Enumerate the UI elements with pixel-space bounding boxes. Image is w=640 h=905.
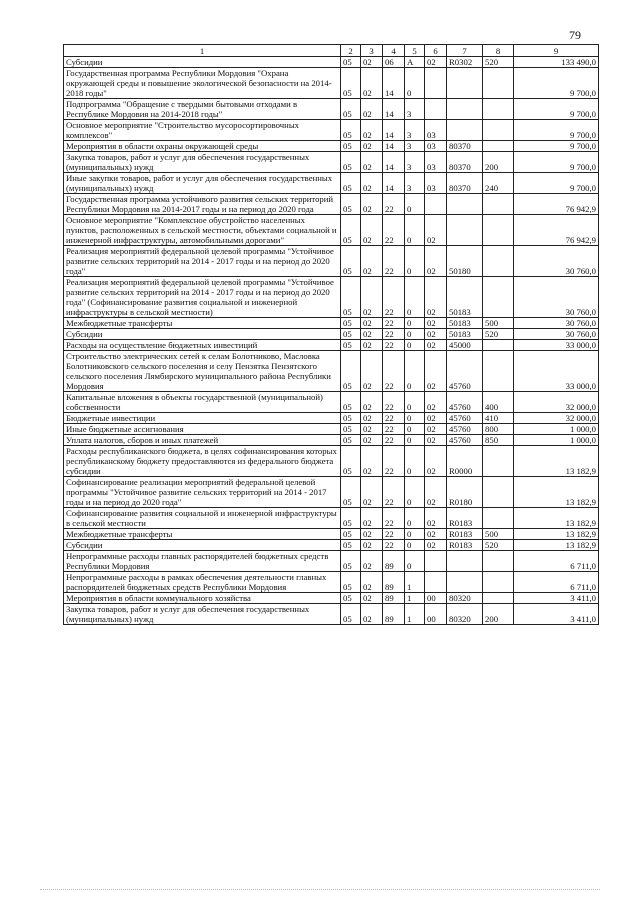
row-code-cell: 0 [405,424,425,435]
row-code-cell: 05 [341,340,361,351]
table-row [64,194,599,215]
row-code-cell: 45760 [447,435,483,446]
table-row [64,351,599,392]
row-code-cell: 02 [425,392,447,413]
row-code-cell: 05 [341,194,361,215]
row-code-cell: 02 [361,604,383,625]
row-code-cell: 05 [341,551,361,572]
row-code-cell: 0 [405,351,425,392]
row-code-cell: 05 [341,424,361,435]
row-code-cell: 02 [361,152,383,173]
table-row [64,424,599,435]
row-code-cell: 06 [383,57,405,68]
row-code-cell: 02 [425,340,447,351]
row-code-cell: 02 [361,246,383,277]
row-code-cell: 500 [483,529,514,540]
row-code-cell: 02 [425,413,447,424]
row-code-cell: 22 [383,529,405,540]
row-amount-cell: 13 182,9 [514,477,599,508]
row-code-cell: 22 [383,413,405,424]
row-code-cell: 89 [383,551,405,572]
row-code-cell: 00 [425,593,447,604]
row-code-cell: 22 [383,392,405,413]
row-code-cell [447,572,483,593]
header-cell: 9 [514,45,599,57]
row-code-cell: 02 [425,424,447,435]
row-code-cell: 22 [383,246,405,277]
row-code-cell: 02 [361,413,383,424]
row-code-cell: 0 [405,246,425,277]
header-cell: 2 [341,45,361,57]
row-code-cell: 1 [405,593,425,604]
row-code-cell: 0 [405,477,425,508]
row-code-cell: 22 [383,424,405,435]
row-name-cell: Субсидии [64,540,341,551]
row-amount-cell: 133 490,0 [514,57,599,68]
row-name-cell: Расходы республиканского бюджета, в целях софинансирования которых республиканскому бюджету предоставляются из федерального бюджета субсидии [64,446,341,477]
row-code-cell: 0 [405,435,425,446]
row-code-cell: 22 [383,215,405,246]
row-code-cell: 02 [361,424,383,435]
header-cell: 4 [383,45,405,57]
row-name-cell: Государственная программа Республики Мордовия "Охрана окружающей среды и повышение экологической безопасности на 2014-2018 годы" [64,68,341,99]
row-code-cell: 0 [405,392,425,413]
row-code-cell [483,340,514,351]
row-code-cell: 520 [483,540,514,551]
row-code-cell: 02 [361,68,383,99]
header-cell: 7 [447,45,483,57]
row-code-cell: 0 [405,194,425,215]
row-code-cell: 0 [405,551,425,572]
row-code-cell [447,99,483,120]
row-code-cell: 500 [483,318,514,329]
row-code-cell: 14 [383,99,405,120]
row-code-cell: 02 [361,508,383,529]
row-code-cell: 02 [425,508,447,529]
row-code-cell: 22 [383,318,405,329]
row-code-cell: 80320 [447,593,483,604]
row-code-cell: 0 [405,508,425,529]
row-code-cell: 45760 [447,413,483,424]
row-amount-cell: 13 182,9 [514,529,599,540]
row-amount-cell: 1 000,0 [514,424,599,435]
table-row [64,340,599,351]
table-row [64,540,599,551]
row-code-cell: 02 [425,529,447,540]
row-code-cell: 80370 [447,152,483,173]
row-code-cell: 02 [361,477,383,508]
row-code-cell: 14 [383,173,405,194]
row-code-cell: А [405,57,425,68]
row-code-cell: 400 [483,392,514,413]
page-number: 79 [569,28,581,42]
row-code-cell: 05 [341,351,361,392]
row-code-cell: 05 [341,477,361,508]
row-amount-cell: 30 760,0 [514,277,599,318]
row-name-cell: Межбюджетные трансферты [64,529,341,540]
row-code-cell: R0183 [447,529,483,540]
row-code-cell: 05 [341,57,361,68]
row-code-cell: 50183 [447,329,483,340]
table-row [64,508,599,529]
table-row [64,446,599,477]
row-code-cell: 45760 [447,424,483,435]
row-code-cell: 02 [361,215,383,246]
row-code-cell: 03 [425,120,447,141]
row-amount-cell: 9 700,0 [514,152,599,173]
row-code-cell: 50183 [447,318,483,329]
row-name-cell: Реализация мероприятий федеральной целевой программы "Устойчивое развитие сельских территорий на 2014 - 2017 годы и на период до 2020 года" (Софинансирование развития социальной и инженерной инфраструктуры в сельской местности) [64,277,341,318]
row-name-cell: Закупка товаров, работ и услуг для обеспечения государственных (муниципальных) нужд [64,604,341,625]
row-amount-cell: 9 700,0 [514,99,599,120]
row-code-cell: R0302 [447,57,483,68]
row-code-cell: 1 [405,572,425,593]
row-code-cell [483,277,514,318]
row-code-cell: 03 [425,173,447,194]
header-cell: 3 [361,45,383,57]
row-code-cell [447,551,483,572]
row-code-cell: 05 [341,246,361,277]
table-row [64,572,599,593]
row-name-cell: Подпрограмма "Обращение с твердыми бытовыми отходами в Республике Мордовия на 2014-2018 годы" [64,99,341,120]
row-name-cell: Иные бюджетные ассигнования [64,424,341,435]
table-row [64,99,599,120]
row-code-cell: 03 [425,141,447,152]
row-code-cell: 0 [405,68,425,99]
table-row [64,120,599,141]
row-code-cell: 240 [483,173,514,194]
row-code-cell: 00 [425,604,447,625]
row-code-cell: 02 [425,318,447,329]
row-code-cell: 80370 [447,141,483,152]
row-code-cell: 0 [405,277,425,318]
row-code-cell [483,194,514,215]
row-code-cell: 200 [483,604,514,625]
row-code-cell: 22 [383,540,405,551]
row-code-cell: 50183 [447,277,483,318]
row-code-cell: 02 [425,57,447,68]
row-amount-cell: 32 000,0 [514,392,599,413]
table-row [64,68,599,99]
row-amount-cell: 13 182,9 [514,508,599,529]
row-amount-cell: 3 411,0 [514,604,599,625]
row-code-cell [447,194,483,215]
row-name-cell: Мероприятия в области охраны окружающей среды [64,141,341,152]
table-row [64,215,599,246]
row-code-cell: 02 [361,141,383,152]
header-cell: 5 [405,45,425,57]
row-code-cell: 22 [383,351,405,392]
row-code-cell: 22 [383,446,405,477]
row-code-cell: 89 [383,593,405,604]
row-code-cell: R0180 [447,477,483,508]
row-code-cell: 05 [341,435,361,446]
row-code-cell: 14 [383,120,405,141]
row-code-cell: 14 [383,152,405,173]
row-code-cell: 3 [405,141,425,152]
row-code-cell: 22 [383,277,405,318]
row-name-cell: Уплата налогов, сборов и иных платежей [64,435,341,446]
row-amount-cell: 3 411,0 [514,593,599,604]
row-code-cell: 520 [483,57,514,68]
row-amount-cell: 1 000,0 [514,435,599,446]
row-code-cell: R0000 [447,446,483,477]
row-code-cell: 0 [405,215,425,246]
row-code-cell: 05 [341,392,361,413]
row-amount-cell: 6 711,0 [514,572,599,593]
row-code-cell: 22 [383,340,405,351]
row-code-cell: R0183 [447,508,483,529]
row-code-cell: 02 [425,351,447,392]
row-code-cell: 3 [405,173,425,194]
row-code-cell: 22 [383,194,405,215]
row-name-cell: Капитальные вложения в объекты государственной (муниципальной) собственности [64,392,341,413]
row-amount-cell: 76 942,9 [514,215,599,246]
row-code-cell: 05 [341,593,361,604]
row-code-cell: 05 [341,604,361,625]
row-code-cell: 22 [383,477,405,508]
row-amount-cell: 13 182,9 [514,446,599,477]
row-code-cell: 02 [361,446,383,477]
row-code-cell: 05 [341,152,361,173]
row-amount-cell: 32 000,0 [514,413,599,424]
header-cell: 6 [425,45,447,57]
row-code-cell: 1 [405,604,425,625]
row-code-cell: 89 [383,604,405,625]
row-code-cell: 02 [361,277,383,318]
row-code-cell: 3 [405,120,425,141]
row-code-cell [425,194,447,215]
row-amount-cell: 30 760,0 [514,246,599,277]
row-code-cell: 05 [341,68,361,99]
row-code-cell: 02 [361,392,383,413]
row-code-cell: 02 [361,173,383,194]
row-code-cell: 800 [483,424,514,435]
row-code-cell [425,572,447,593]
row-code-cell: 0 [405,529,425,540]
row-code-cell [483,508,514,529]
row-code-cell [425,68,447,99]
table-row [64,529,599,540]
row-code-cell: 850 [483,435,514,446]
row-code-cell: 05 [341,318,361,329]
row-code-cell: 05 [341,329,361,340]
table-row [64,246,599,277]
row-code-cell: 14 [383,141,405,152]
row-name-cell: Закупка товаров, работ и услуг для обеспечения государственных (муниципальных) нужд [64,152,341,173]
row-code-cell: 22 [383,435,405,446]
table-row [64,413,599,424]
header-cell: 8 [483,45,514,57]
row-code-cell: 02 [361,99,383,120]
row-code-cell: 3 [405,152,425,173]
row-amount-cell: 30 760,0 [514,329,599,340]
row-name-cell: Бюджетные инвестиции [64,413,341,424]
row-name-cell: Основное мероприятие "Комплексное обустройство населенных пунктов, расположенных в сельской местности, объектами социальной и инженерной инфраструктуры, автомобильными дорогами" [64,215,341,246]
row-code-cell: 05 [341,540,361,551]
row-code-cell [483,99,514,120]
row-code-cell: 02 [425,540,447,551]
table-row [64,435,599,446]
row-code-cell [483,593,514,604]
row-name-cell: Мероприятия в области коммунального хозяйства [64,593,341,604]
row-code-cell: 02 [361,435,383,446]
row-code-cell: 89 [383,572,405,593]
table-row [64,152,599,173]
row-code-cell [425,99,447,120]
row-code-cell: 02 [361,593,383,604]
row-code-cell: 02 [361,120,383,141]
row-code-cell: 14 [383,68,405,99]
row-amount-cell: 9 700,0 [514,68,599,99]
row-code-cell: 05 [341,277,361,318]
row-code-cell: 02 [425,446,447,477]
row-code-cell: 0 [405,413,425,424]
row-code-cell [483,477,514,508]
row-code-cell: 02 [425,277,447,318]
row-amount-cell: 33 000,0 [514,351,599,392]
budget-table [63,44,599,625]
row-code-cell [483,120,514,141]
row-code-cell: 02 [361,572,383,593]
row-code-cell: 410 [483,413,514,424]
row-code-cell [447,120,483,141]
row-code-cell: 80320 [447,604,483,625]
row-code-cell: 80370 [447,173,483,194]
table-row [64,477,599,508]
row-code-cell: 02 [361,540,383,551]
row-name-cell: Строительство электрических сетей к селам Болотниково, Масловка Болотниковского сельского поселения и селу Пензятка Пензятского сельского поселения Лямбирского муниципального района Республики Мордовия [64,351,341,392]
scan-artifact-line [40,889,600,891]
row-code-cell: 03 [425,152,447,173]
row-name-cell: Софинансирование реализации мероприятий федеральной целевой программы "Устойчивое развитие сельских территорий на 2014 - 2017 годы и на период до 2020 года" [64,477,341,508]
row-code-cell: 3 [405,99,425,120]
row-code-cell: 02 [425,329,447,340]
row-code-cell: 05 [341,508,361,529]
row-code-cell: 45760 [447,392,483,413]
row-code-cell: 02 [425,215,447,246]
row-code-cell: 0 [405,446,425,477]
row-code-cell: 02 [361,351,383,392]
row-code-cell: 05 [341,141,361,152]
row-code-cell: 02 [361,329,383,340]
row-name-cell: Расходы на осуществление бюджетных инвестиций [64,340,341,351]
row-code-cell: 02 [361,551,383,572]
row-name-cell: Софинансирование развития социальной и инженерной инфраструктуры в сельской местности [64,508,341,529]
row-code-cell: 05 [341,529,361,540]
row-code-cell: 02 [361,194,383,215]
row-amount-cell: 9 700,0 [514,173,599,194]
row-name-cell: Непрограммные расходы в рамках обеспечения деятельности главных распорядителей бюджетных средств Республики Мордовия [64,572,341,593]
row-code-cell: 0 [405,540,425,551]
table-row [64,141,599,152]
row-code-cell: 45760 [447,351,483,392]
row-code-cell: 02 [425,477,447,508]
row-code-cell [447,215,483,246]
row-code-cell: 05 [341,173,361,194]
row-code-cell [483,572,514,593]
row-code-cell: 0 [405,318,425,329]
row-amount-cell: 13 182,9 [514,540,599,551]
row-code-cell: 02 [425,246,447,277]
row-code-cell: 22 [383,508,405,529]
row-code-cell [483,141,514,152]
row-code-cell [447,68,483,99]
row-code-cell [483,351,514,392]
row-amount-cell: 76 942,9 [514,194,599,215]
row-code-cell: 05 [341,413,361,424]
row-code-cell: 200 [483,152,514,173]
row-name-cell: Субсидии [64,329,341,340]
row-code-cell [483,215,514,246]
table-row [64,604,599,625]
row-name-cell: Основное мероприятие "Строительство мусоросортировочных комплексов" [64,120,341,141]
row-amount-cell: 9 700,0 [514,120,599,141]
row-name-cell: Субсидии [64,57,341,68]
table-row [64,593,599,604]
row-code-cell: 05 [341,99,361,120]
row-name-cell: Межбюджетные трансферты [64,318,341,329]
row-amount-cell: 6 711,0 [514,551,599,572]
table-row [64,392,599,413]
row-name-cell: Государственная программа устойчивого развития сельских территорий Республики Мордовия на 2014-2017 годы и на период до 2020 года [64,194,341,215]
row-code-cell [425,551,447,572]
row-code-cell: 02 [361,318,383,329]
row-code-cell: 02 [361,340,383,351]
table-header-row [64,45,599,57]
row-name-cell: Реализация мероприятий федеральной целевой программы "Устойчивое развитие сельских территорий на 2014 - 2017 годы и на период до 2020 года" [64,246,341,277]
row-amount-cell: 30 760,0 [514,318,599,329]
table-row [64,57,599,68]
row-amount-cell: 33 000,0 [514,340,599,351]
row-code-cell: 05 [341,572,361,593]
row-code-cell [483,246,514,277]
row-code-cell: 50180 [447,246,483,277]
row-code-cell [483,68,514,99]
row-code-cell: 02 [361,529,383,540]
row-amount-cell: 9 700,0 [514,141,599,152]
row-code-cell [483,551,514,572]
table-row [64,551,599,572]
row-code-cell: R0183 [447,540,483,551]
row-code-cell: 22 [383,329,405,340]
table-row [64,329,599,340]
row-code-cell: 520 [483,329,514,340]
row-name-cell: Иные закупки товаров, работ и услуг для обеспечения государственных (муниципальных) нужд [64,173,341,194]
row-code-cell: 02 [361,57,383,68]
row-code-cell: 05 [341,215,361,246]
row-name-cell: Непрограммные расходы главных распорядителей бюджетных средств Республики Мордовия [64,551,341,572]
row-code-cell: 45000 [447,340,483,351]
table-row [64,318,599,329]
row-code-cell: 0 [405,340,425,351]
header-cell: 1 [64,45,341,57]
row-code-cell: 05 [341,446,361,477]
table-row [64,173,599,194]
row-code-cell: 05 [341,120,361,141]
row-code-cell: 0 [405,329,425,340]
row-code-cell: 02 [425,435,447,446]
table-row [64,277,599,318]
row-code-cell [483,446,514,477]
